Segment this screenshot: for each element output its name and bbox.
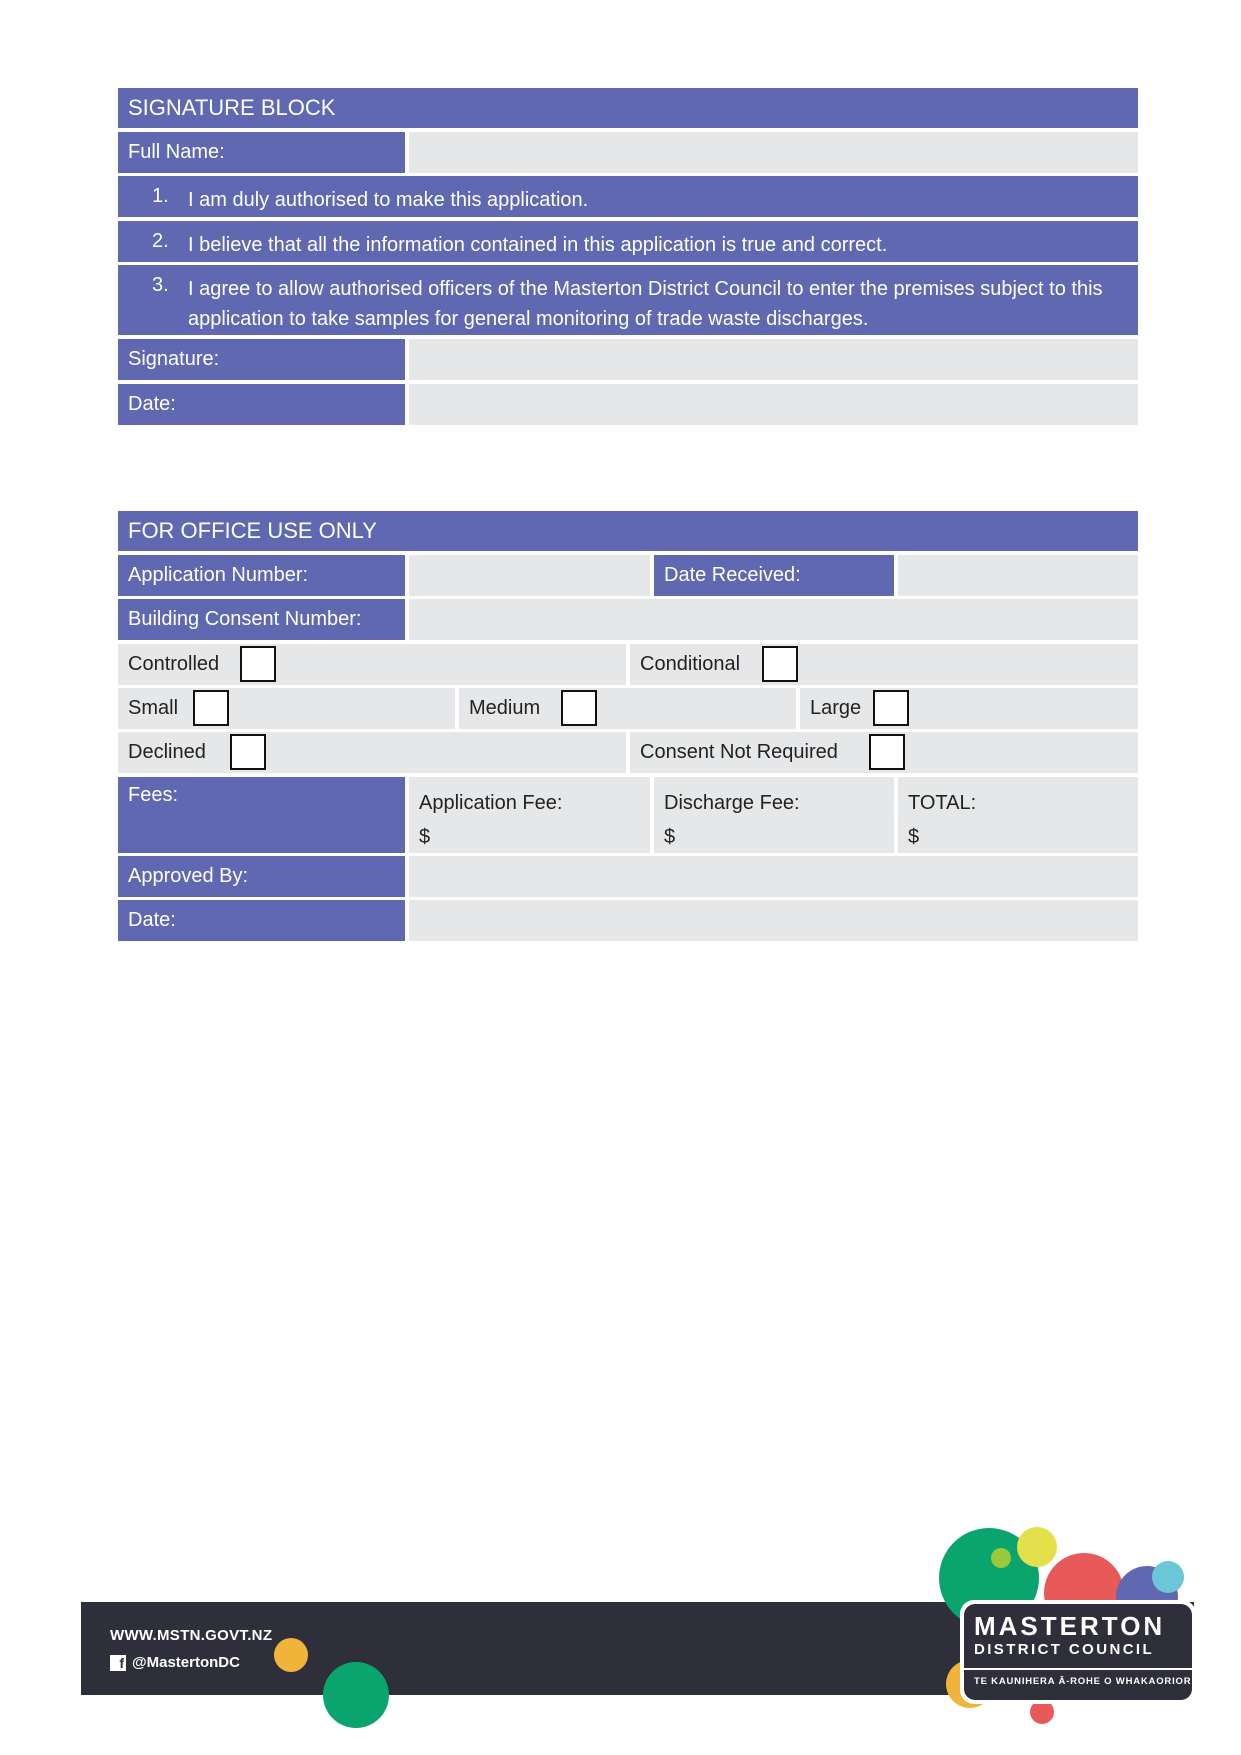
office-date-label: Date:	[118, 900, 405, 941]
statement-1	[118, 176, 1138, 217]
building-consent-label: Building Consent Number:	[118, 599, 405, 640]
conditional-cell	[630, 644, 1138, 685]
statement-1-number: 1.	[152, 185, 169, 207]
consent-not-required-checkbox[interactable]	[869, 734, 905, 770]
footer-social[interactable]	[110, 1654, 240, 1671]
decorative-yellow-dot	[274, 1638, 308, 1672]
approved-by-label: Approved By:	[118, 856, 405, 897]
conditional-checkbox[interactable]	[762, 646, 798, 682]
footer-website[interactable]: WWW.MSTN.GOVT.NZ	[110, 1627, 273, 1644]
declined-cell	[118, 732, 626, 773]
statement-3	[118, 265, 1138, 335]
medium-checkbox[interactable]	[561, 690, 597, 726]
medium-label: Medium	[469, 697, 541, 719]
fees-label: Fees:	[118, 777, 405, 853]
logo-tagline: TE KAUNIHERA Ā-ROHE O WHAKAORIORI	[974, 1676, 1195, 1687]
signature-block-title: SIGNATURE BLOCK	[118, 88, 1138, 128]
total-currency: $	[908, 826, 920, 848]
full-name-field[interactable]	[409, 132, 1138, 173]
office-use-title: FOR OFFICE USE ONLY	[118, 511, 1138, 551]
signature-date-label: Date:	[118, 384, 405, 425]
logo-title: MASTERTON	[974, 1611, 1166, 1641]
logo-subtitle: DISTRICT COUNCIL	[974, 1641, 1155, 1658]
conditional-label: Conditional	[640, 653, 741, 675]
application-fee-label: Application Fee:	[419, 792, 563, 814]
medium-cell	[459, 688, 796, 729]
office-date-field[interactable]	[409, 900, 1138, 941]
signature-date-field[interactable]	[409, 384, 1138, 425]
controlled-label: Controlled	[128, 653, 220, 675]
total-label: TOTAL:	[908, 792, 977, 814]
controlled-cell	[118, 644, 626, 685]
full-name-label: Full Name:	[118, 132, 405, 173]
statement-3-text: I agree to allow authorised officers of the Masterton District Council to enter the premises subject to this application to take samples for general monitoring of trade waste discharges.	[188, 278, 1103, 330]
small-cell	[118, 688, 455, 729]
discharge-fee-currency: $	[664, 826, 676, 848]
large-label: Large	[810, 697, 862, 719]
statement-3-number: 3.	[152, 274, 169, 296]
controlled-checkbox[interactable]	[240, 646, 276, 682]
statement-2-number: 2.	[152, 230, 169, 252]
decorative-green-dot	[323, 1662, 389, 1728]
small-label: Small	[128, 697, 179, 719]
building-consent-field[interactable]	[409, 599, 1138, 640]
statement-2-text: I believe that all the information contained in this application is true and correct.	[188, 234, 888, 256]
statement-2	[118, 221, 1138, 262]
application-number-field[interactable]	[409, 555, 650, 596]
application-number-label: Application Number:	[118, 555, 405, 596]
application-fee-field[interactable]	[409, 777, 650, 853]
social-handle: @MastertonDC	[132, 1654, 240, 1671]
total-fee-field[interactable]	[898, 777, 1138, 853]
consent-not-required-label: Consent Not Required	[640, 741, 838, 763]
date-received-label: Date Received:	[654, 555, 894, 596]
statement-1-text: I am duly authorised to make this application.	[188, 189, 589, 211]
approved-by-field[interactable]	[409, 856, 1138, 897]
date-received-field[interactable]	[898, 555, 1138, 596]
logo-yellow-circle	[1017, 1527, 1057, 1567]
logo-lime-dot	[991, 1548, 1011, 1568]
facebook-icon: f	[110, 1655, 126, 1671]
declined-checkbox[interactable]	[230, 734, 266, 770]
signature-label: Signature:	[118, 339, 405, 380]
application-fee-currency: $	[419, 826, 431, 848]
declined-label: Declined	[128, 741, 206, 763]
logo-teal-circle	[1152, 1561, 1184, 1593]
large-checkbox[interactable]	[873, 690, 909, 726]
discharge-fee-label: Discharge Fee:	[664, 792, 800, 814]
small-checkbox[interactable]	[193, 690, 229, 726]
signature-field[interactable]	[409, 339, 1138, 380]
masterton-logo	[964, 1604, 1195, 1700]
logo-divider	[964, 1668, 1192, 1670]
discharge-fee-field[interactable]	[654, 777, 894, 853]
large-cell	[800, 688, 1138, 729]
